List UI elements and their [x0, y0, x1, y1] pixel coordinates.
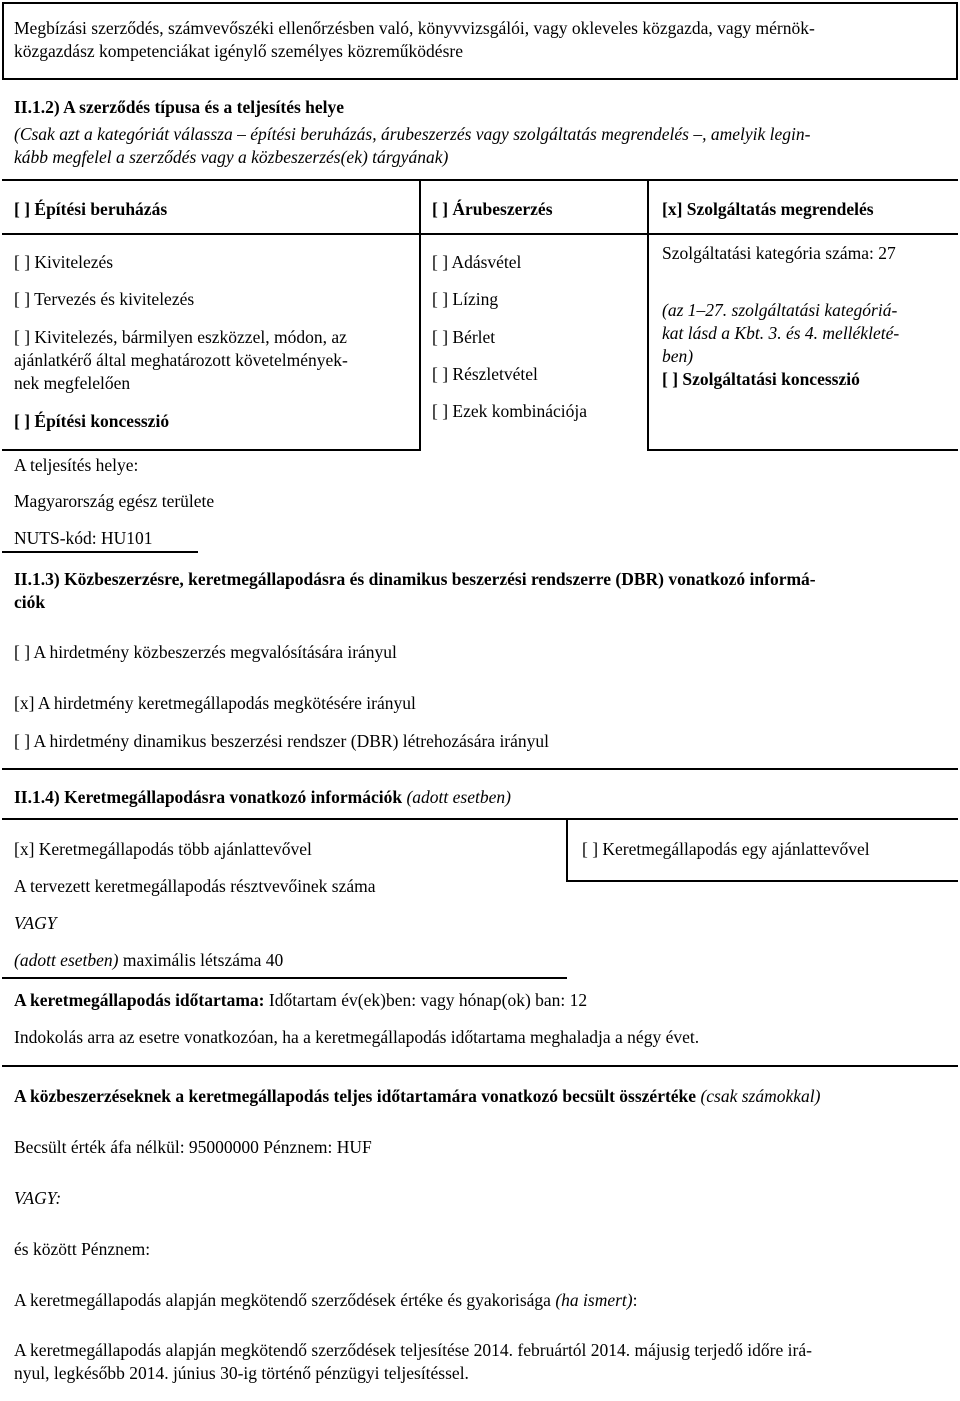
opt-szolg-koncesszio: [ ] Szolgáltatási koncesszió [662, 369, 860, 389]
opt-keretmegallapodas: [x] A hirdetmény keretmegállapodás megkötésére irányul [14, 693, 416, 713]
teljesites-helye-label: A teljesítés helye: [14, 455, 139, 475]
header-top-border [2, 2, 958, 4]
keret-idotartam-label: A keretmegállapodás időtartama: [14, 990, 265, 1010]
section-114-title-italic: (adott esetben) [406, 787, 511, 807]
section-113-title-2: ciók [14, 592, 46, 612]
opt-barmilyen-2: ajánlatkérő által meghatározott követelmények- [14, 350, 348, 370]
keret-idotartam [14, 990, 587, 1012]
szerzodesek-erteke-italic: (ha ismert) [555, 1290, 633, 1310]
szolg-note-1: (az 1–27. szolgáltatási kategóriá- [662, 300, 898, 320]
col-aru-head: [ ] Árubeszerzés [432, 199, 553, 219]
header-bottom-border [2, 78, 958, 80]
col-epitesi-head: [ ] Építési beruházás [14, 199, 168, 219]
opt-lizing: [ ] Lízing [432, 289, 499, 309]
table-col3-bottom [647, 449, 958, 451]
value-vagy: VAGY: [14, 1188, 62, 1208]
section-114-title-bold: II.1.4) Keretmegállapodásra vonatkozó információk [14, 787, 403, 807]
keret-maximalis-rest: maximális létszáma 40 [122, 950, 284, 970]
keret-maximalis-letszam [14, 950, 283, 972]
section-114-title [14, 787, 511, 809]
keret-adott-esetben: (adott esetben) [14, 950, 119, 970]
header-line-1: Megbízási szerződés, számvevőszéki ellenőrzésben való, könyvvizsgálói, vagy okleveles közgazda, vagy mérnök- [14, 18, 815, 38]
szolg-note-2: kat lásd a Kbt. 3. és 4. mellékleté- [662, 323, 900, 343]
opt-berlet: [ ] Bérlet [432, 327, 496, 347]
value-title-bold: A közbeszerzéseknek a keretmegállapodás teljes időtartamára vonatkozó becsült összértéke [14, 1086, 697, 1106]
keret-idotartam-value: Időtartam év(ek)ben: vagy hónap(ok) ban: 12 [268, 990, 588, 1010]
opt-adasvetel: [ ] Adásvétel [432, 252, 522, 272]
section-112-note-1: (Csak azt a kategóriát válassza – építési beruházás, árubeszerzés vagy szolgáltatás megrendelés –, amelyik legin- [14, 124, 811, 144]
header-right-border [956, 2, 958, 80]
keret-right-bottom [566, 880, 958, 882]
header-line-2: közgazdász kompetenciákat igénylő személyes közreműködésre [14, 41, 463, 61]
nuts-bottom-border [2, 551, 198, 553]
opt-reszletvetel: [ ] Részletvétel [432, 364, 538, 384]
header-left-border [2, 2, 4, 80]
keret-indokolas: Indokolás arra az esetre vonatkozóan, ha a keretmegállapodás időtartama meghaladja a négy évet. [14, 1027, 700, 1047]
col-divider-2 [647, 180, 649, 450]
szerzodesek-erteke-colon: : [632, 1290, 638, 1310]
section-114-top-border [2, 768, 958, 770]
szerzodesek-erteke-text: A keretmegállapodás alapján megkötendő szerződések értéke és gyakorisága [14, 1290, 551, 1310]
szerzodesek-erteke [14, 1290, 637, 1312]
col-divider-1 [419, 180, 421, 450]
teljesites-line-2: nyul, legkésőbb 2014. június 30-ig történő pénzügyi teljesítéssel. [14, 1363, 469, 1383]
opt-kombinacio: [ ] Ezek kombinációja [432, 401, 588, 421]
col-szolg-head: [x] Szolgáltatás megrendelés [662, 199, 874, 219]
szolg-note-3: ben) [662, 346, 694, 366]
keret-resztvevok-szama: A tervezett keretmegállapodás résztvevőinek száma [14, 876, 376, 896]
opt-barmilyen-1: [ ] Kivitelezés, bármilyen eszközzel, módon, az [14, 327, 347, 347]
keret-table-top [2, 818, 958, 820]
section-113-title-1: II.1.3) Közbeszerzésre, keretmegállapodásra és dinamikus beszerzési rendszerre (DBR) vonatkozó informá- [14, 569, 816, 589]
section-112-note-2: kább megfelel a szerződés vagy a közbeszerzés(ek) tárgyának) [14, 147, 449, 167]
keret-vagy: VAGY [14, 913, 57, 933]
table-col1-bottom [2, 449, 421, 451]
opt-dbr: [ ] A hirdetmény dinamikus beszerzési rendszer (DBR) létrehozására irányul [14, 731, 550, 751]
value-top-border [2, 1065, 958, 1067]
opt-barmilyen-3: nek megfelelően [14, 373, 131, 393]
keret-table-divider [566, 819, 568, 882]
keret-left-bottom [2, 977, 567, 979]
opt-epitesi-koncesszio: [ ] Építési koncesszió [14, 411, 170, 431]
table-top-border [2, 179, 958, 181]
opt-kozbeszerzes: [ ] A hirdetmény közbeszerzés megvalósítására irányul [14, 642, 397, 662]
section-112-title: II.1.2) A szerződés típusa és a teljesítés helye [14, 97, 345, 117]
szolg-kategoria: Szolgáltatási kategória száma: 27 [662, 243, 896, 263]
opt-kivitelezes: [ ] Kivitelezés [14, 252, 114, 272]
table-head-border [2, 233, 958, 235]
teljesites-line-1: A keretmegállapodás alapján megkötendő szerződések teljesítése 2014. februártól 2014. májusig terjedő időre irá- [14, 1340, 812, 1360]
teljesites-helye-value: Magyarország egész területe [14, 491, 215, 511]
value-title [14, 1086, 820, 1108]
value-title-italic: (csak számokkal) [700, 1086, 821, 1106]
keret-egy-ajanlattevo: [ ] Keretmegállapodás egy ajánlattevővel [582, 839, 870, 859]
keret-tobb-ajanlattevo: [x] Keretmegállapodás több ajánlattevővel [14, 839, 312, 859]
opt-tervezes: [ ] Tervezés és kivitelezés [14, 289, 195, 309]
nuts-kod: NUTS-kód: HU101 [14, 528, 153, 548]
becsult-ertek: Becsült érték áfa nélkül: 95000000 Pénznem: HUF [14, 1137, 372, 1157]
es-kozott-penznem: és között Pénznem: [14, 1239, 151, 1259]
